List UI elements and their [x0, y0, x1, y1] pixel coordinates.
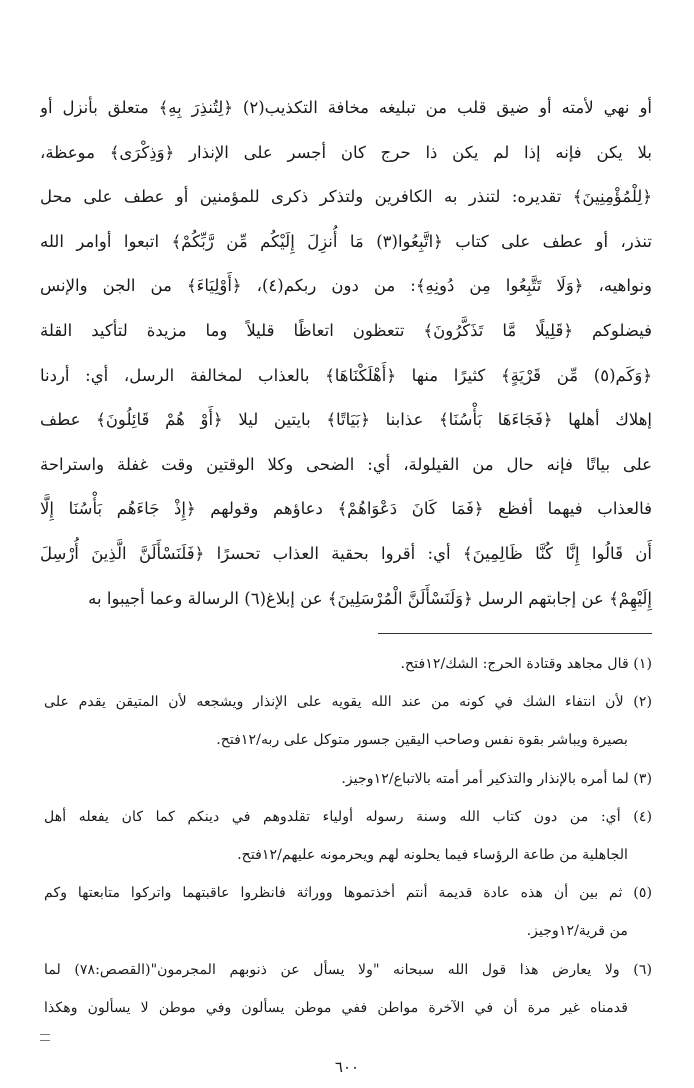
footnote-4-continuation: الجاهلية من طاعة الرؤساء فيما يحلونه لهم ويحرمونه عليهم/١٢فتح. — [237, 846, 628, 863]
page-number: ٦٠٠ — [334, 1058, 360, 1076]
footnote-2-continuation: بصيرة ويباشر بقوة نفس وصاحب اليقين جسور متوكل على ربه/١٢فتح. — [216, 732, 628, 749]
text-line: فيضلوكم ﴿قَلِيلًا مَّا تَذَكَّرُونَ﴾ تتعظون اتعاظًا قليلاً وما مزيدة لتأكيد القلة — [40, 320, 652, 340]
text-line: أو نهي لأمته أو ضيق قلب من تبليغه مخافة التكذيب(٢) ﴿لِتُنذِرَ بِهِ﴾ متعلق بأنزل أو — [40, 98, 652, 117]
text-line: على بياتًا فإنه حال من القيلولة، أي: الضحى وكلا الوقتين وقت غفلة واستراحة — [40, 454, 652, 474]
footnotes — [44, 645, 652, 1027]
text-line: ﴿لِلْمُؤْمِنِينَ﴾ تقديره: لتنذر به الكافرين ولتذكر ذكرى للمؤمنين أو عطف على محل — [40, 187, 652, 207]
text-line: إهلاك أهلها ﴿فَجَاءَهَا بَأْسُنَا﴾ عذابنا ﴿بَيَاتًا﴾ بايتين ليلا ﴿أَوْ هُمْ قَائِلُونَ﴾ عطف — [40, 410, 652, 430]
footnote-2: (٢) لأن انتفاء الشك في كونه من عند الله يقويه على الإنذار ويشجعه لأن المتيقن يقدم على — [44, 694, 652, 711]
text-line: بلا يكن فإنه إذا لم يكن ذا حرج كان أجسر على الإنذار ﴿وَذِكْرَى﴾ موعظة، — [40, 142, 652, 162]
text-line: إِلَيْهِمْ﴾ عن إجابتهم الرسل ﴿وَلَنَسْأَلَنَّ الْمُرْسَلِينَ﴾ عن إبلاغ(٦) الرسالة وعما أجيبوا به — [88, 588, 652, 608]
footnote-3: (٣) لما أمره بالإنذار والتذكير أمر أمته بالاتباع/١٢وجيز. — [341, 770, 652, 787]
footnote-5: (٥) ثم بين أن هذه عادة قديمة أنتم أخذتموها ووراثة فانظروا عاقبتهما واتركوا متابعتها وكم — [44, 885, 652, 902]
footnote-4: (٤) أي: من دون كتاب الله وسنة رسوله أولياء تقلدوهم في دينكم كما كان يفعله أهل — [44, 808, 652, 825]
footnote-divider — [378, 633, 652, 634]
footnote-1: (١) قال مجاهد وقتادة الحرج: الشك/١٢فتح. — [400, 656, 652, 672]
footnote-6-continuation: قدمناه غير مرة أن في الآخرة مواطن ففي موطن يسألون وفي موطن لا يسألون وهكذا — [44, 999, 628, 1016]
text-line: فالعذاب فيهما أفظع ﴿فَمَا كَانَ دَعْوَاهُمْ﴾ دعاؤهم وقولهم ﴿إِذْ جَاءَهُم بَأْسُنَا إِلَّا — [40, 499, 652, 519]
margin-mark — [40, 1034, 50, 1041]
text-line: ونواهيه، ﴿وَلَا تَتَّبِعُوا مِن دُونِهِ﴾: من دون ربكم(٤)، ﴿أَوْلِيَاءَ﴾ من الجن والإنس — [40, 276, 652, 296]
main-text — [40, 86, 652, 621]
footnote-5-continuation: من قرية/١٢وجيز. — [526, 923, 628, 940]
text-line: تنذر، أو عطف على كتاب ﴿اتَّبِعُوا(٣) مَا أُنزِلَ إِلَيْكُم مِّن رَّبِّكُمْ﴾ اتبعوا أوامر الله — [40, 231, 652, 251]
text-line: ﴿وَكَم(٥) مِّن قَرْيَةٍ﴾ كثيرًا منها ﴿أَهْلَكْنَاهَا﴾ بالعذاب لمخالفة الرسل، أي: أردنا — [40, 365, 652, 385]
footnote-6: (٦) ولا يعارض هذا قول الله سبحانه "ولا يسأل عن ذنوبهم المجرمون"(القصص:٧٨) لما — [44, 961, 652, 978]
text-line: أَن قَالُوا إِنَّا كُنَّا ظَالِمِينَ﴾ أي: أقروا بحقية العذاب تحسرًا ﴿فَلَنَسْأَلَنَّ الَّذِينَ أُرْسِلَ — [40, 543, 652, 563]
